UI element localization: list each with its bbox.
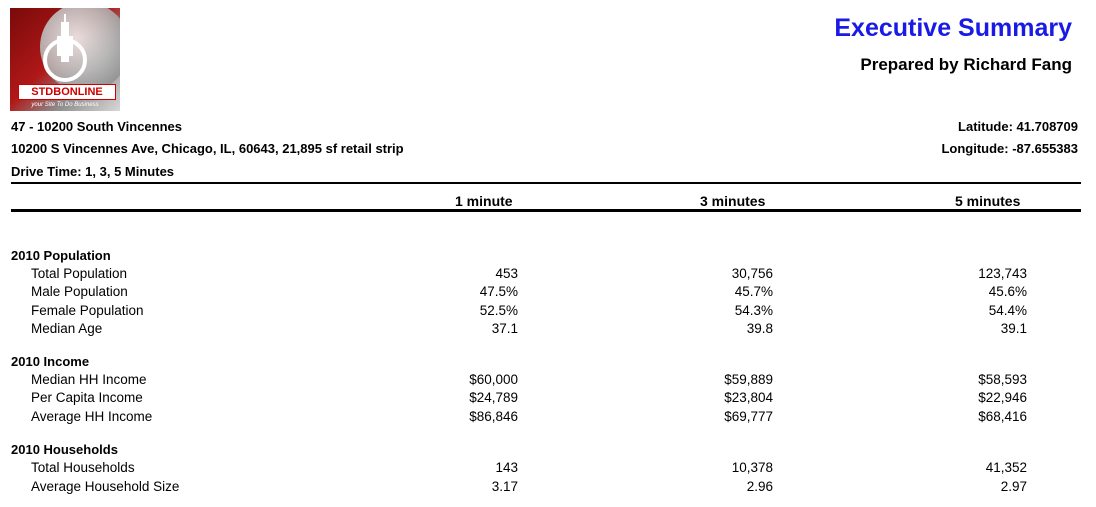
value-3-minutes: 30,756: [731, 266, 773, 281]
longitude-value: -87.655383: [1012, 141, 1078, 156]
section-title: 2010 Population: [11, 248, 111, 263]
drive-time: Drive Time: 1, 3, 5 Minutes: [11, 164, 175, 179]
table-row: [0, 303, 1096, 321]
site-name: 47 - 10200 South Vincennes: [11, 119, 182, 134]
value-1-minute: $60,000: [469, 372, 518, 387]
value-3-minutes: $23,804: [724, 390, 773, 405]
value-5-minutes: 54.4%: [988, 303, 1027, 318]
value-5-minutes: $22,946: [978, 390, 1027, 405]
table-row: [0, 372, 1096, 390]
value-1-minute: 37.1: [491, 321, 518, 336]
table-row: [0, 479, 1096, 497]
table-row: [0, 321, 1096, 339]
longitude: [941, 141, 1078, 156]
table-row: [0, 409, 1096, 427]
value-5-minutes: $68,416: [978, 409, 1027, 424]
header-rule-bottom: [11, 209, 1081, 212]
company-logo: [10, 8, 120, 111]
value-3-minutes: 45.7%: [734, 284, 773, 299]
value-3-minutes: 10,378: [731, 460, 773, 475]
longitude-label: Longitude:: [941, 141, 1009, 156]
latitude-label: Latitude:: [958, 119, 1013, 134]
value-5-minutes: 45.6%: [988, 284, 1027, 299]
column-header-2: 3 minutes: [700, 193, 766, 209]
row-label: Median Age: [31, 321, 103, 336]
value-3-minutes: $69,777: [724, 409, 773, 424]
value-1-minute: 453: [495, 266, 518, 281]
section-title: 2010 Income: [11, 354, 90, 369]
row-label: Median HH Income: [31, 372, 147, 387]
row-label: Average HH Income: [31, 409, 153, 424]
row-label: Per Capita Income: [31, 390, 143, 405]
value-3-minutes: $59,889: [724, 372, 773, 387]
value-5-minutes: 41,352: [985, 460, 1027, 475]
latitude: [958, 119, 1078, 134]
column-header-3: 5 minutes: [955, 193, 1021, 209]
row-label: Total Households: [31, 460, 135, 475]
value-1-minute: 52.5%: [479, 303, 518, 318]
value-1-minute: $86,846: [469, 409, 518, 424]
row-label: Male Population: [31, 284, 128, 299]
value-3-minutes: 39.8: [746, 321, 773, 336]
value-5-minutes: 39.1: [1000, 321, 1027, 336]
table-row: [0, 284, 1096, 302]
latitude-value: 41.708709: [1016, 119, 1078, 134]
header-rule-top: [11, 182, 1081, 184]
row-label: Total Population: [31, 266, 128, 281]
section-title: 2010 Households: [11, 442, 118, 457]
row-label: Female Population: [31, 303, 144, 318]
value-1-minute: 3.17: [491, 479, 518, 494]
table-row: [0, 266, 1096, 284]
value-1-minute: 143: [495, 460, 518, 475]
value-5-minutes: 123,743: [978, 266, 1027, 281]
table-row: [0, 460, 1096, 478]
prepared-by: Prepared by Richard Fang: [860, 55, 1072, 74]
table-row: [0, 390, 1096, 408]
value-3-minutes: 2.96: [746, 479, 773, 494]
logo-brand: STDBONLINE: [18, 84, 116, 100]
site-address: 10200 S Vincennes Ave, Chicago, IL, 60643, 21,895 sf retail strip: [11, 141, 404, 156]
value-3-minutes: 54.3%: [734, 303, 773, 318]
logo-tagline: your Site To Do Business: [31, 102, 99, 108]
value-5-minutes: $58,593: [978, 372, 1027, 387]
value-1-minute: $24,789: [469, 390, 518, 405]
column-header-1: 1 minute: [455, 193, 513, 209]
row-label: Average Household Size: [31, 479, 180, 494]
value-5-minutes: 2.97: [1000, 479, 1027, 494]
report-title: Executive Summary: [834, 14, 1072, 42]
value-1-minute: 47.5%: [479, 284, 518, 299]
